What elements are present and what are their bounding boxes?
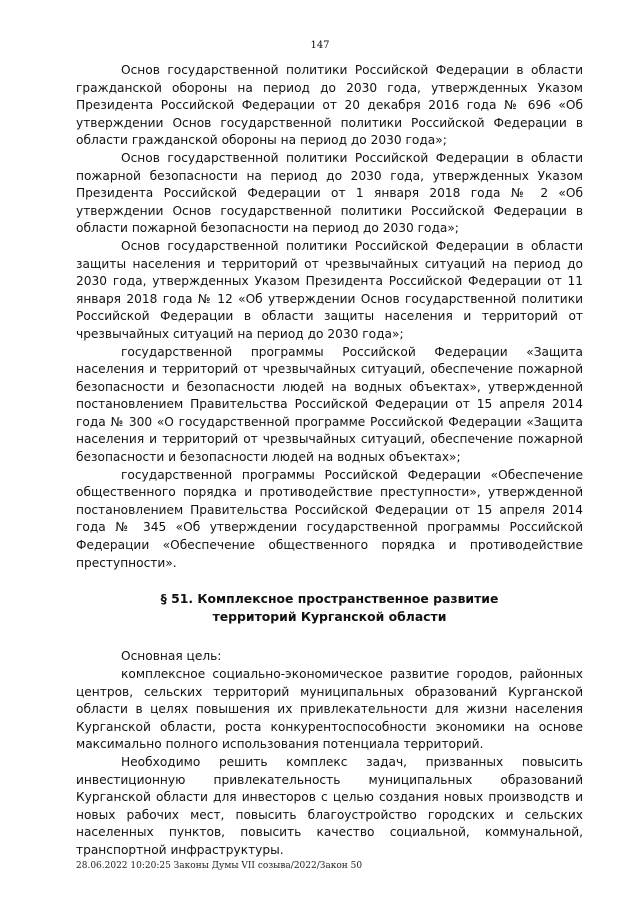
paragraph: комплексное социально-экономическое развитие городов, районных центров, сельских территорий муниципальных образований Курганской области в целях повышения их привлекательности для жизни населения Курганской области, роста конкурентоспособности экономики на основе максимально полного использования потенциала территорий. bbox=[76, 667, 583, 752]
paragraph: Основ государственной политики Российской Федерации в области защиты населения и территорий от чрезвычайных ситуаций на период до 2030 года, утвержденных Указом Президента Российской Федерации от 11 января 2018 года № 12 «Об утверждении Основ государственной политики Российской Федерации в области защиты населения и территорий от чрезвычайных ситуаций на период до 2030 года»; bbox=[76, 238, 583, 341]
paragraph: Основ государственной политики Российской Федерации в области пожарной безопасности на период до 2030 года, утвержденных Указом Президента Российской Федерации от 1 января 2018 года № 2 «Об утверждении Основ государственной политики Российской Федерации в области пожарной безопасности на период до 2030 года»; bbox=[76, 150, 583, 236]
section-title-line-1: § 51. Комплексное пространственное развитие bbox=[160, 591, 499, 607]
document-footer: 28.06.2022 10:20:25 Законы Думы VII созыва/2022/Закон 50 bbox=[76, 861, 363, 871]
paragraph: Основ государственной политики Российской Федерации в области гражданской обороны на период до 2030 года, утвержденных Указом Президента Российской Федерации от 20 декабря 2016 года № 696 «Об утверждении Основ государственной политики Российской Федерации в области гражданской обороны на период до 2030 года»; bbox=[76, 63, 583, 148]
page-number: 147 bbox=[310, 40, 330, 51]
paragraph: Необходимо решить комплекс задач, призванных повысить инвестиционную привлекательность муниципальных образований Курганской области для инвесторов с целью создания новых производств и новых рабочих мест, повысить благоустройство городских и сельских населенных пунктов, повысить качество социальной, коммунальной, транспортной инфраструктуры. bbox=[76, 754, 583, 857]
section-title bbox=[76, 590, 583, 625]
document-body bbox=[76, 62, 583, 860]
paragraph: государственной программы Российской Федерации «Обеспечение общественного порядка и противодействие преступности», утвержденной постановлением Правительства Российской Федерации от 15 апреля 2014 года № 345 «Об утверждении государственной программы Российской Федерации «Обеспечение общественного порядка и противодействие преступности». bbox=[76, 467, 583, 570]
goal-heading: Основная цель: bbox=[121, 649, 222, 664]
paragraph: государственной программы Российской Федерации «Защита населения и территорий от чрезвычайных ситуаций, обеспечение пожарной безопасности и безопасности людей на водных объектах», утвержденной постановлением Правительства Российской Федерации от 15 апреля 2014 года № 300 «О государственной программе Российской Федерации «Защита населения и территорий от чрезвычайных ситуаций, обеспечение пожарной безопасности и безопасности людей на водных объектах»; bbox=[76, 344, 583, 465]
section-title-line-2: территорий Курганской области bbox=[212, 608, 447, 624]
